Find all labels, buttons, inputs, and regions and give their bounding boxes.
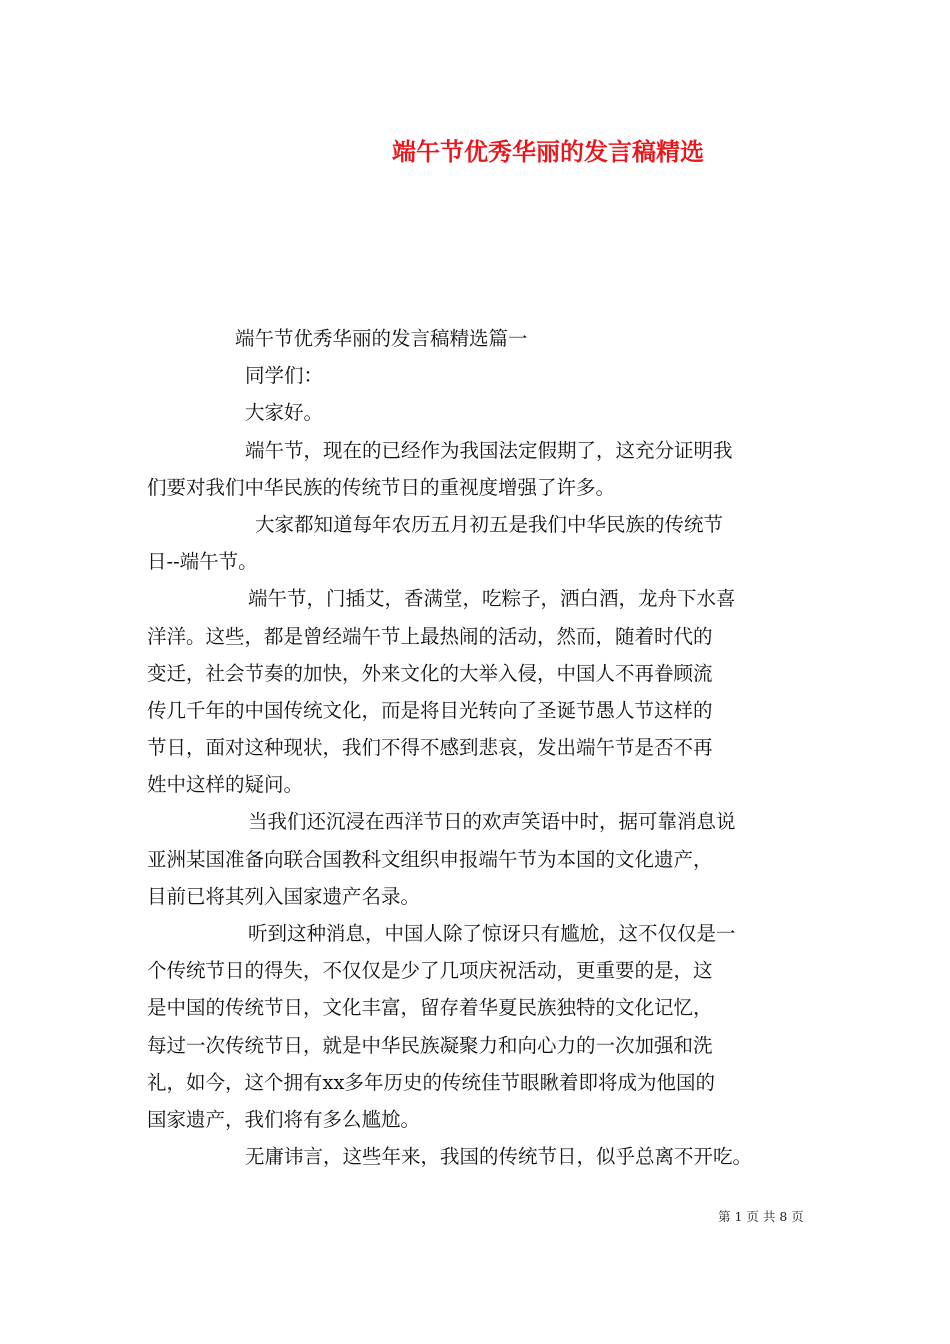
paragraph-line: 国家遗产，我们将有多么尴尬。 bbox=[147, 1107, 421, 1131]
paragraph-line: 变迁，社会节奏的加快，外来文化的大举入侵，中国人不再眷顾流 bbox=[147, 661, 713, 685]
paragraph-line: 洋洋。这些，都是曾经端午节上最热闹的活动，然而，随着时代的 bbox=[147, 624, 713, 648]
paragraph-line: 姓中这样的疑问。 bbox=[147, 773, 304, 797]
paragraph-line: 个传统节日的得失，不仅仅是少了几项庆祝活动，更重要的是，这 bbox=[147, 959, 713, 983]
paragraph-line: 当我们还沉浸在西洋节日的欢声笑语中时，据可靠消息说 bbox=[248, 810, 736, 834]
paragraph-line: 是中国的传统节日，文化丰富，留存着华夏民族独特的文化记忆， bbox=[147, 996, 713, 1020]
page-number: 第 1 页 共 8 页 bbox=[718, 1209, 804, 1224]
paragraph-line: 目前已将其列入国家遗产名录。 bbox=[147, 884, 421, 908]
paragraph-line: 大家都知道每年农历五月初五是我们中华民族的传统节 bbox=[255, 512, 724, 536]
paragraph-line: 端午节，门插艾，香满堂，吃粽子，洒白酒，龙舟下水喜 bbox=[248, 587, 736, 611]
section-heading: 端午节优秀华丽的发言稿精选篇一 bbox=[235, 327, 528, 350]
greeting: 同学们： bbox=[245, 364, 324, 388]
salutation: 大家好。 bbox=[245, 401, 324, 425]
paragraph-line: 每过一次传统节日，就是中华民族凝聚力和向心力的一次加强和洗 bbox=[147, 1033, 713, 1057]
paragraph-line: 日--端午节。 bbox=[147, 550, 258, 574]
paragraph-line: 节日，面对这种现状，我们不得不感到悲哀，发出端午节是否不再 bbox=[147, 736, 713, 760]
paragraph-line: 听到这种消息，中国人除了惊讶只有尴尬，这不仅仅是一 bbox=[248, 922, 736, 945]
paragraph-line: 亚洲某国准备向联合国教科文组织申报端午节为本国的文化遗产， bbox=[147, 847, 713, 871]
document-title: 端午节优秀华丽的发言稿精选 bbox=[392, 137, 704, 166]
paragraph-line: 传几千年的中国传统文化，而是将目光转向了圣诞节愚人节这样的 bbox=[147, 698, 713, 722]
paragraph-line: 礼，如今，这个拥有xx多年历史的传统佳节眼瞅着即将成为他国的 bbox=[147, 1070, 715, 1094]
paragraph-line: 们要对我们中华民族的传统节日的重视度增强了许多。 bbox=[147, 475, 616, 499]
document-body bbox=[147, 320, 807, 1175]
paragraph-line: 无庸讳言，这些年来，我国的传统节日，似乎总离不开吃。 bbox=[245, 1145, 753, 1169]
paragraph-line: 端午节，现在的已经作为我国法定假期了，这充分证明我 bbox=[245, 438, 733, 462]
